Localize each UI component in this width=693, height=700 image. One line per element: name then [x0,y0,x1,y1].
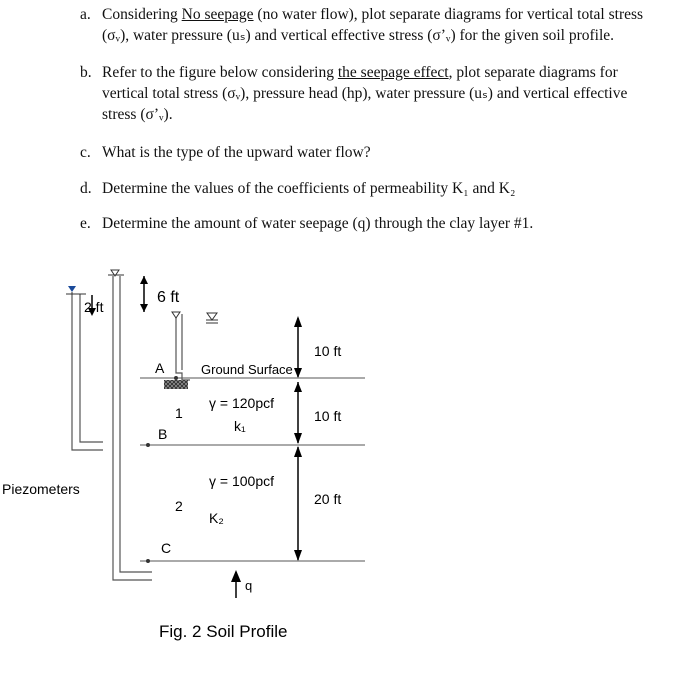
piezometer-a-tube [176,314,190,380]
point-b-marker [146,443,150,447]
question-c-text: What is the type of the upward water flow? [102,144,371,161]
label-10ft-mid: 10 ft [314,408,342,424]
k1-label: k₁ [234,418,246,434]
label-6ft: 6 ft [157,289,180,306]
ground-surface-label: Ground Surface [201,362,293,377]
surface-water-marker [207,313,217,320]
question-a-underlined: No seepage [181,6,254,23]
question-b-underlined: the seepage effect [337,64,449,81]
layer-1-number: 1 [175,405,183,421]
flow-q-label: q [245,578,253,593]
point-c-marker [146,559,150,563]
filter-block-a [164,380,188,389]
label-10ft-top: 10 ft [314,343,342,359]
water-level-marker-a [172,312,180,318]
question-b-pre: Refer to the figure below considering [102,64,338,81]
piezometer-b-tube [72,292,103,450]
gamma-2-label: γ = 100pcf [209,473,274,489]
water-level-marker-b [68,286,76,292]
question-a-pre: Considering [102,6,182,23]
question-d-label: d. [80,180,92,197]
question-a-line1-rest: (no water flow), plot separate diagrams for vertical total stress [253,6,644,23]
question-d-text: Determine the values of the coefficients of permeability K₁ and K₂ [102,180,516,197]
question-e-label: e. [80,215,91,232]
piezometers-label: Piezometers [2,481,80,497]
question-a-line2: (σᵥ), water pressure (uₛ) and vertical effective stress (σ’ᵥ) for the given soil profile. [102,27,615,44]
question-b-line2: vertical total stress (σᵥ), pressure head (hp), water pressure (uₛ) and vertical effective [102,85,628,102]
figure-caption: Fig. 2 Soil Profile [159,622,288,641]
point-c-label: C [161,540,172,556]
layer-2-number: 2 [175,498,183,514]
question-b-label: b. [80,64,92,81]
k2-label: K₂ [209,510,224,526]
question-a-label: a. [80,6,91,23]
label-20ft: 20 ft [314,491,342,507]
question-b-line3: stress (σ’ᵥ). [102,106,173,123]
piezometer-c-tube [113,276,152,580]
gamma-1-label: γ = 120pcf [209,395,274,411]
question-b-line1-rest: , plot separate diagrams for [448,64,618,81]
point-b-label: B [158,426,168,442]
question-e-text: Determine the amount of water seepage (q) through the clay layer #1. [102,215,534,232]
point-a-marker [174,376,178,380]
point-a-label: A [155,360,165,376]
question-c-label: c. [80,144,91,161]
label-2ft: 2 ft [84,299,104,315]
